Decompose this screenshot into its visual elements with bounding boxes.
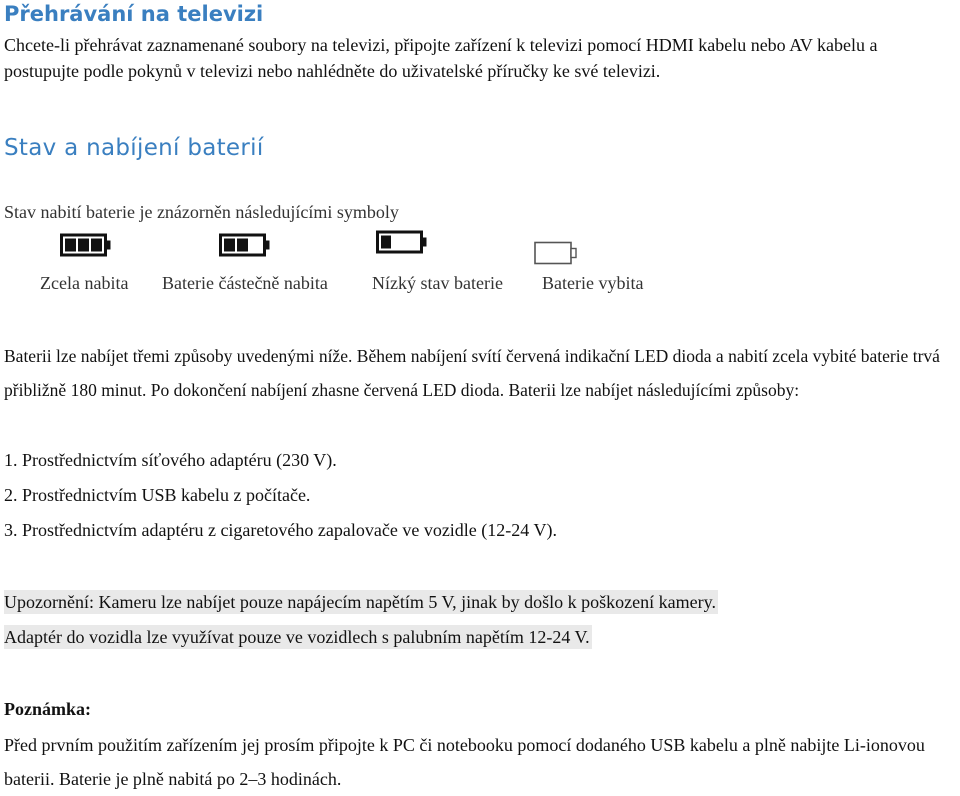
battery-label-low: Nízký stav baterie — [372, 273, 503, 293]
battery-label-empty: Baterie vybita — [542, 273, 644, 293]
battery-cell — [91, 239, 102, 252]
note-text: Před prvním použitím zařízením jej prosím připojte k PC či notebooku pomocí dodaného USB kabelu a plně nabijte Li-ionovou baterii. Baterie je plně nabitá po 2–3 hodinách. — [4, 735, 925, 789]
battery-heading: Stav a nabíjení baterií — [4, 135, 264, 161]
battery-cell — [65, 239, 76, 252]
charging-method-3: 3. Prostřednictvím adaptéru z cigaretového zapalovače ve vozidle (12-24 V). — [4, 520, 557, 540]
tv-playback-heading: Přehrávání na televizi — [4, 2, 264, 26]
battery-cell — [224, 239, 235, 252]
warning-voltage: Upozornění: Kameru lze nabíjet pouze napájecím napětím 5 V, jinak by došlo k poškození kamery. — [4, 592, 716, 612]
battery-partial-icon — [219, 233, 271, 257]
charging-method-1: 1. Prostřednictvím síťového adaptéru (230 V). — [4, 450, 337, 470]
warning-car-adapter: Adaptér do vozidla lze využívat pouze ve vozidlech s palubním napětím 12-24 V. — [4, 627, 590, 647]
tv-playback-text: Chcete-li přehrávat zaznamenané soubory na televizi, připojte zařízení k televizi pomocí HDMI kabelu nebo AV kabelu a postupujte podle pokynů v televizi nebo nahlédněte do uživatelské příručky ke své televizi. — [4, 35, 878, 81]
battery-cell — [381, 236, 391, 249]
charging-paragraph: Baterii lze nabíjet třemi způsoby uvedenými níže. Během nabíjení svítí červená indikační LED dioda a nabití zcela vybité baterie trvá přibližně 180 minut. Po dokončení nabíjení zhasne červená LED dioda. Baterii lze nabíjet následujícími způsoby: — [4, 346, 940, 400]
battery-cell — [78, 239, 89, 252]
battery-full-icon — [60, 233, 112, 257]
battery-cell — [237, 239, 248, 252]
battery-lead-text: Stav nabití baterie je znázorněn následujícími symboly — [4, 202, 399, 222]
battery-label-partial: Baterie částečně nabita — [162, 273, 328, 293]
battery-label-full: Zcela nabita — [40, 273, 129, 293]
battery-empty-icon — [534, 241, 578, 267]
note-heading: Poznámka: — [4, 699, 91, 719]
charging-method-2: 2. Prostřednictvím USB kabelu z počítače. — [4, 485, 311, 505]
battery-low-icon — [376, 230, 428, 254]
